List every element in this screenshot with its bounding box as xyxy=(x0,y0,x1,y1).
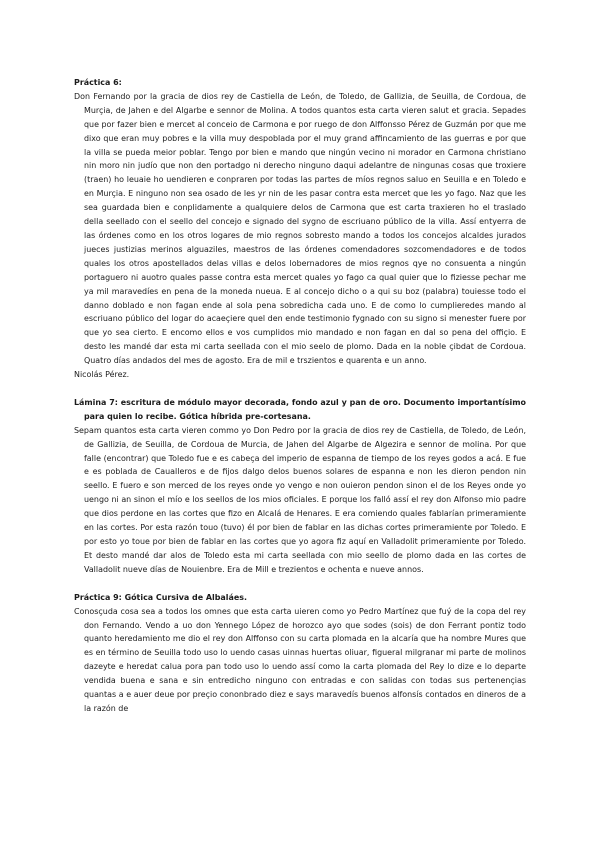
section-practice-6 xyxy=(74,76,526,382)
practice-9-body: Conosçuda cosa sea a todos los omnes que esta carta uieren como yo Pedro Martínez que fuý de la copa del rey don Fernando. Vendo a uo don Yennego López de horozco ayo que sodes (sois) de don Ferrant pontiz todo quanto heredamiento me dio el rey don Alffonso con su carta plomada en la alcaría que ha nombre Mures que es en término de Seuilla todo uso lo uendo casas uinnas huertas oliuar, figueral milgranar mi parte de molinos dazeyte e heredat calua pora pan todo uso lo uendo assí como la carta plomada del Rey lo dize e lo departe vendida buena e sana e sin entredicho ninguno con entradas e con salidas con todas sus pertenençias quantas a e auer deue por preçio cononbrado diez e says maravedís buenos alfonsís contados en dineros de a la razón de xyxy=(74,606,526,713)
practice-9-heading: Práctica 9: Gótica Cursiva de Albaláes. xyxy=(74,592,247,602)
section-lamina-7 xyxy=(74,396,526,577)
lamina-7-body: Sepam quantos esta carta vieren commo yo Don Pedro por la gracia de dios rey de Castiella, de Toledo, de León, de Gallizia, de Seuilla, de Cordoua de Murcia, de Jahen del Algarbe de Algezira e sennor de molina. Por que falle (encontrar) que Toledo fue e es cabeça del imperio de espanna de tiempo de los reyes godos a acá. E fue e es poblada de Caualleros e de fijos dalgo delos buenos solares de espanna e non les dieron pendon nin seello. E fuero e son merced de los reyes onde yo vengo e non ouieron pendon sinon el de los Reyes onde yo uengo ni an sinon el mío e los seellos de los mios oficiales. E porque los falló assí el rey don Alfonso mio padre que dios perdone en las cortes que fizo en Alcalá de Henares. E era comiendo quales fablarían primeramiente en las cortes. Por esta razón touo (tuvo) él por bien de fablar en las dichas cortes primeramiente por Toledo. E por esto yo toue por bien de fablar en las cortes que yo agora fiz aquí en Valladolit primeramiente por Toledo. Et desto mandé dar alos de Toledo esta mi carta seellada con mio seello de plomo dada en las cortes de Valladolit nueve días de Nouienbre. Era de Mill e trezientos e ochenta e nueve annos. xyxy=(74,425,526,574)
practice-6-heading: Práctica 6: xyxy=(74,78,122,87)
section-spacer xyxy=(74,577,526,591)
section-spacer xyxy=(74,382,526,396)
practice-6-signature: Nicolás Pérez. xyxy=(74,370,130,380)
section-practice-9 xyxy=(74,591,526,716)
lamina-7-heading: Lámina 7: escritura de módulo mayor decorada, fondo azul y pan de oro. Documento importantísimo para quien lo recibe. Gótica híbrida pre-cortesana. xyxy=(74,397,526,421)
practice-6-body: Don Fernando por la gracia de dios rey de Castiella de León, de Toledo, de Gallizia, de Seuilla, de Cordoua, de Murçia, de Jahen e del Algarbe e sennor de Molina. A todos quantos esta carta vieren salut et gracia. Sepades que por fazer bien e mercet al conceio de Carmona e por ruego de don Alffonsso Pérez de Guzmán por que me dixo que eran muy pobres e la villa muy despoblada por el muy grand affincamiento de las guerras e por que la villa se pueda meior poblar. Tengo por bien e mando que ningún vecino ni morador en Carmona christiano nin moro nin judío que non den portadgo ni derecho ninguno daqui adelantre de ningunas cosas que troxiere (traen) ho leuaie ho uendieren e conpraren por todas las partes de míos regnos saluo en Seuilla e en Toledo e en Murçia. E ninguno non sea osado de les yr nin de les pasar contra esta mercet que les yo fago. Naz que les sea guardada bien e conplidamente a qualquiere delos de Carmona que est carta traxieren ho el traslado della seellado con el seello del concejo e signado del sygno de escriuano público de la villa. Assí entyerra de las órdenes como en los otros logares de mio regnos sobresto mando a todos los concejos alcaldes jurados jueces justizias merinos alguaziles, maestros de las órdenes comendadores sozcomendadores e de todos quales los otros apostellados delas villas e delos lobernadores de mios regnos qye no consuenta a ningún portaguero ni auotro quales passe contra esta mercet quales yo fago ca qual quier que lo fiziesse pechar me ya mil maravedíes en pena de la moneda nueua. E al concejo dicho o a qui su boz (palabra) touiesse todo el danno doblado e non fagan ende al sola pena sobredicha cada uno. E de como lo cumplieredes mando al escriuano público del logar do acaeçiere quel den ende testimonio fygnado con su signo si menester fuere por que yo sea cierto. E encomo ellos e vos cumplidos mio mandado e non fagan en dal so pena del offiçio. E desto les mandé dar esta mi carta seellada con el mio seelo de plomo. Dada en la noble çibdat de Cordoua. Quatro días andados del mes de agosto. Era de mil e trszientos e quarenta e un anno. xyxy=(74,91,526,366)
